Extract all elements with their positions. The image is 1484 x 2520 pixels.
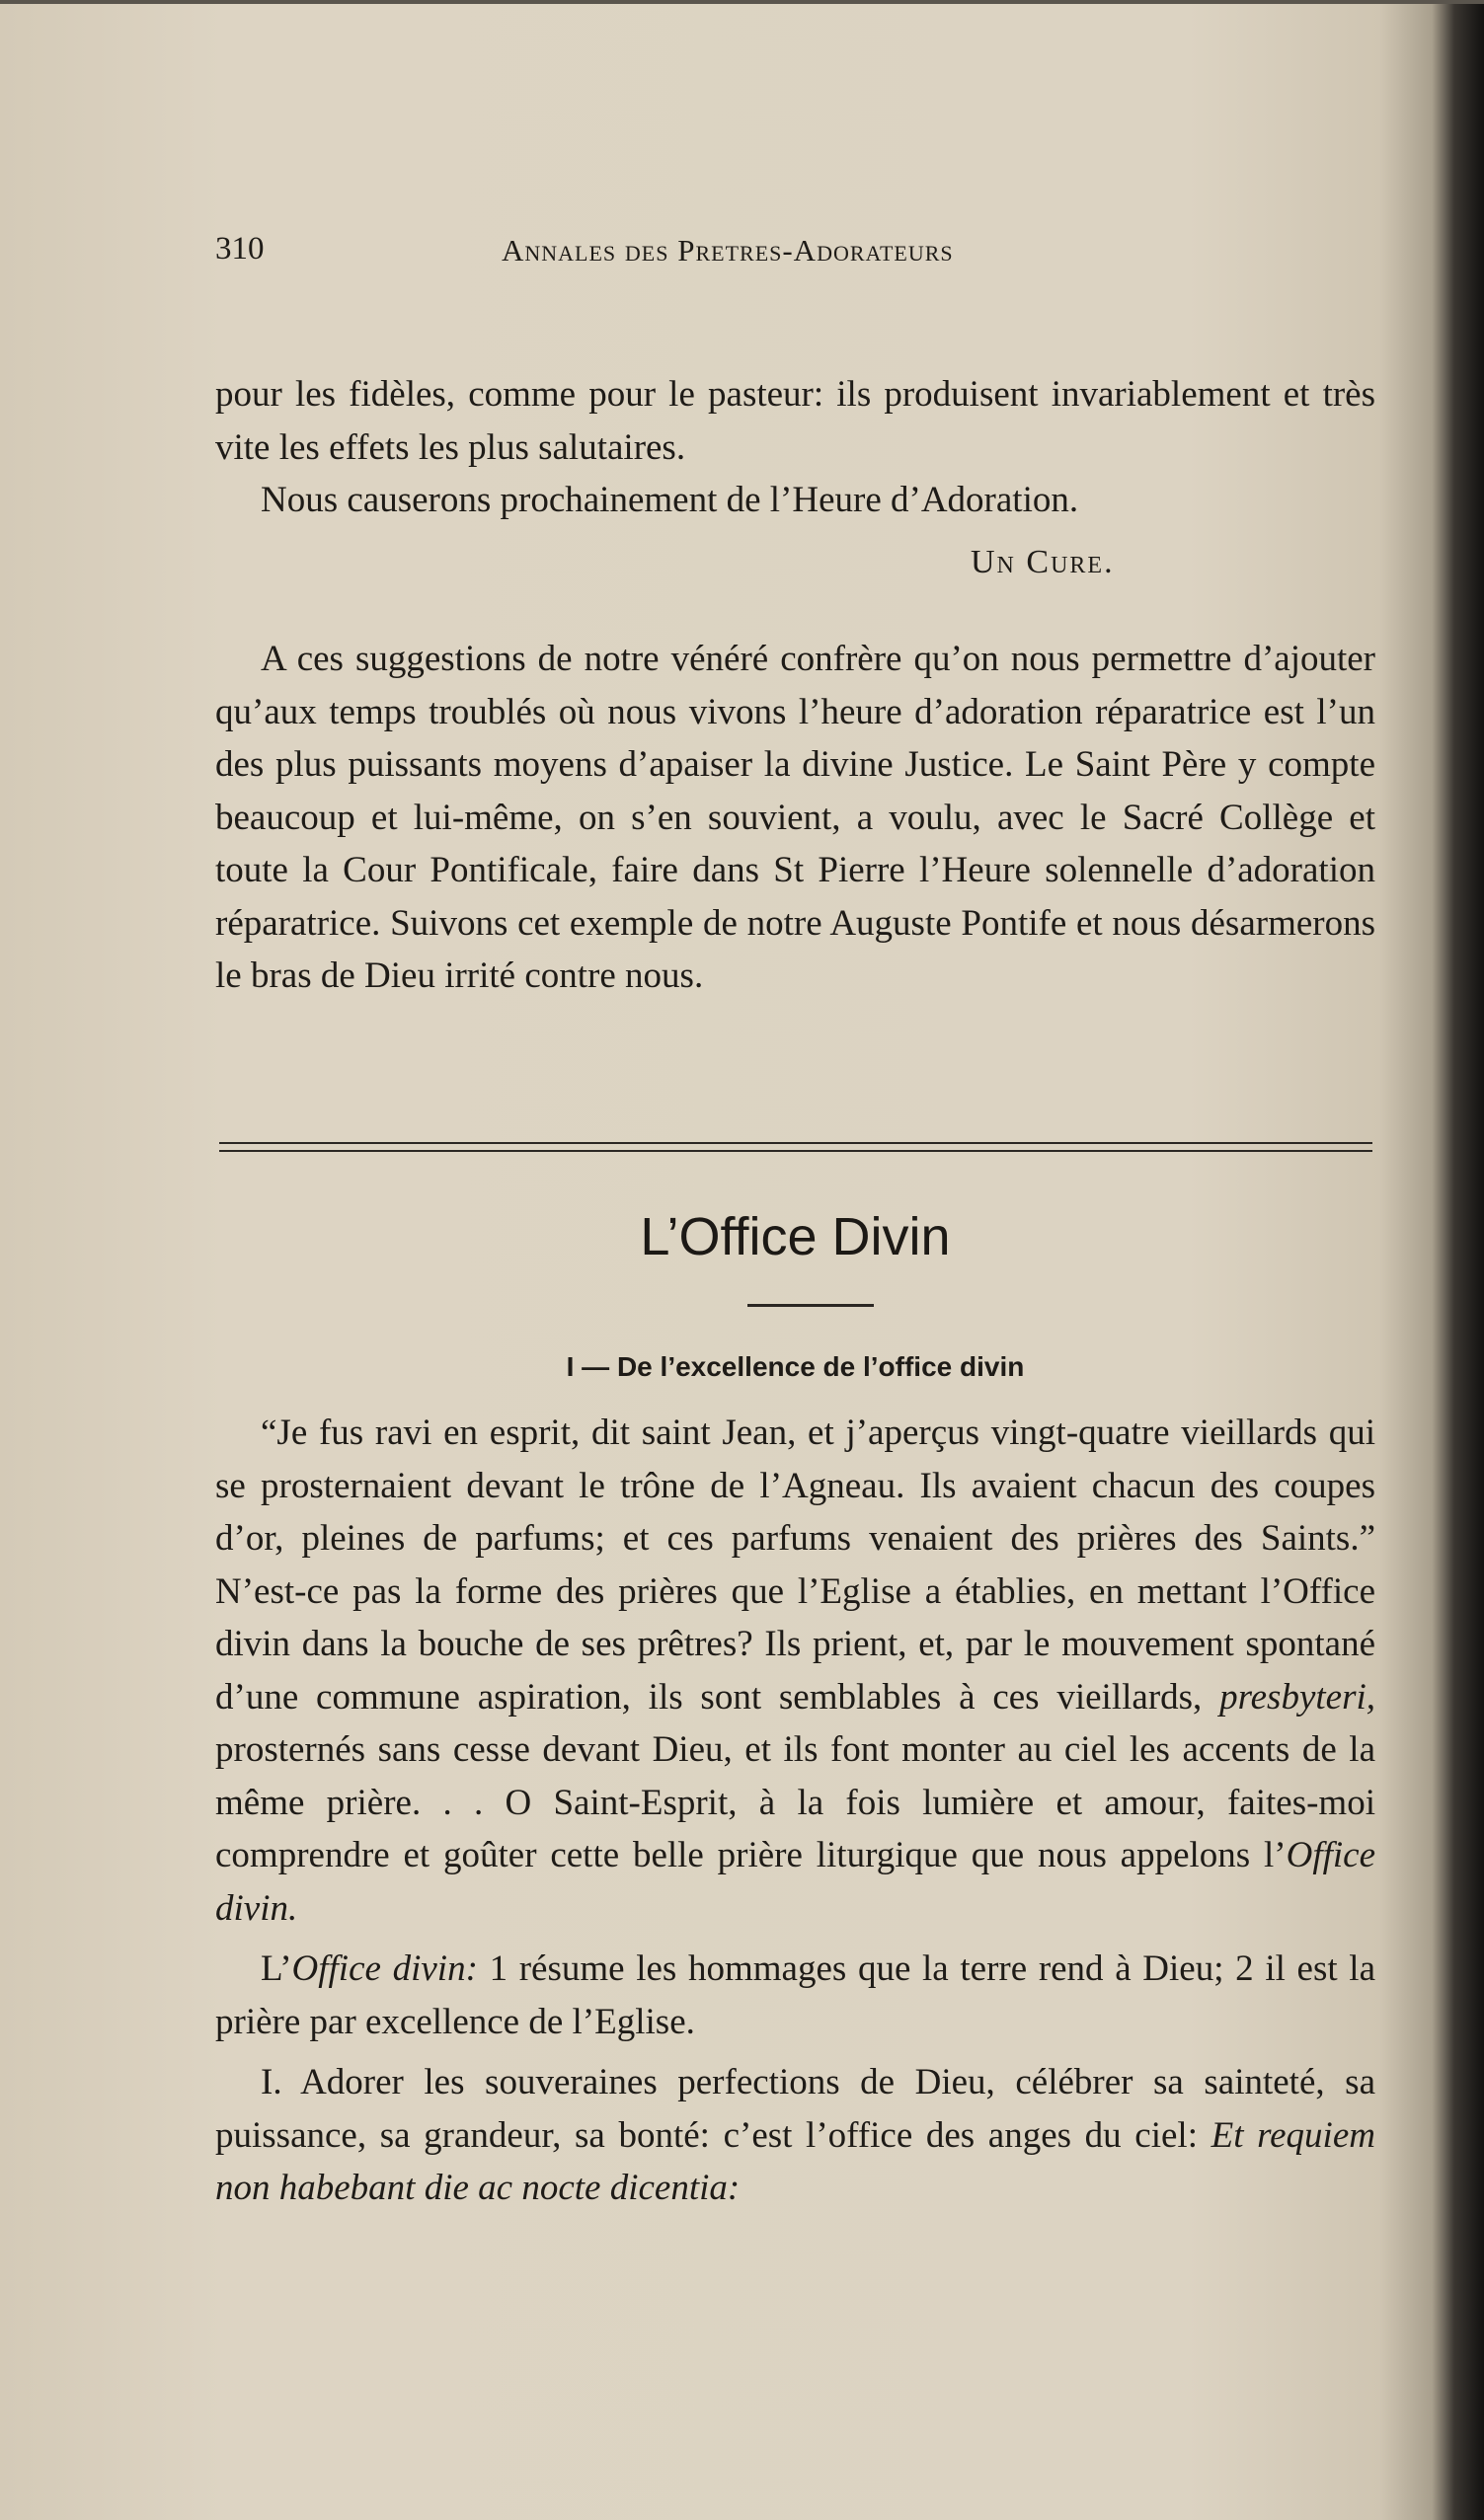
paragraph	[215, 1943, 1375, 2048]
text-run: I. Adorer les souveraines perfections de Dieu, célébrer sa sainteté, sa puissance, sa grandeur, sa bonté: c’est l’office des anges du ciel:	[215, 2062, 1375, 2156]
article-body	[215, 1407, 1375, 2215]
article-title: L’Office Divin	[640, 1207, 951, 1266]
section-divider-top	[219, 1142, 1372, 1144]
continued-text	[215, 368, 1375, 527]
paragraph	[215, 2056, 1375, 2215]
text-run: L’	[261, 1948, 292, 1989]
italic-text: Et requiem non habebant die ac nocte dicentia:	[215, 2114, 1375, 2208]
page-number: 310	[215, 231, 265, 267]
paragraph: Nous causerons prochainement de l’Heure d’Adoration.	[261, 480, 1079, 520]
text-run: “Je fus ravi en esprit, dit saint Jean, et j’aperçus vingt-quatre vieillards qui se prosternaient devant le trône de l’Agneau. Ils avaient chacun des coupes d’or, pleines de parfums; et ces parfums venaient des prières des Saints.” N’est-ce pas la forme des prières que l’Eglise a établies, en mettant l’Office divin dans la bouche de ses prêtres? Ils prient, et, par le mouvement spontané d’une commune aspiration, ils sont semblables à ces vieillards,	[215, 1413, 1375, 1718]
text-run: 1 résume les hommages que la terre rend à Dieu; 2 il est la prière par excellence de l’Eglise.	[215, 1948, 1375, 2042]
paragraph: pour les fidèles, comme pour le pasteur: ils produisent invariablement et très vite les effets les plus salutaires.	[215, 374, 1375, 468]
article-subtitle: I — De l’excellence de l’office divin	[566, 1351, 1025, 1382]
page-header	[215, 231, 1375, 270]
text-run: prosternés sans cesse devant Dieu, et ils font monter au ciel les accents de la même prière. . . O Saint-Esprit, à la fois lumière et amour, faites-moi comprendre et goûter cette belle prière liturgique que nous appelons l’	[215, 1729, 1375, 1875]
signature: Un Cure.	[971, 544, 1115, 580]
italic-text: Office divin.	[215, 1835, 1375, 1929]
italic-text: presbyteri,	[1219, 1676, 1375, 1718]
editorial-note	[215, 633, 1375, 1003]
section-divider-bottom	[219, 1150, 1372, 1152]
paragraph: A ces suggestions de notre vénéré confrère qu’on nous permettre d’ajouter qu’aux temps troublés où nous vivons l’heure d’adoration réparatrice est l’un des plus puissants moyens d’apaiser la divine Justice. Le Saint Père y compte beaucoup et lui-même, on s’en souvient, a voulu, avec le Sacré Collège et toute la Cour Pontificale, faire dans St Pierre l’Heure solennelle d’adoration réparatrice. Suivons cet exemple de notre Auguste Pontife et nous désarmerons le bras de Dieu irrité contre nous.	[215, 639, 1375, 996]
page-top-edge	[0, 0, 1484, 4]
running-title: Annales des Pretres-Adorateurs	[502, 233, 954, 267]
paragraph	[215, 1407, 1375, 1935]
title-underline	[747, 1304, 874, 1307]
italic-text: Office divin:	[291, 1948, 478, 1989]
